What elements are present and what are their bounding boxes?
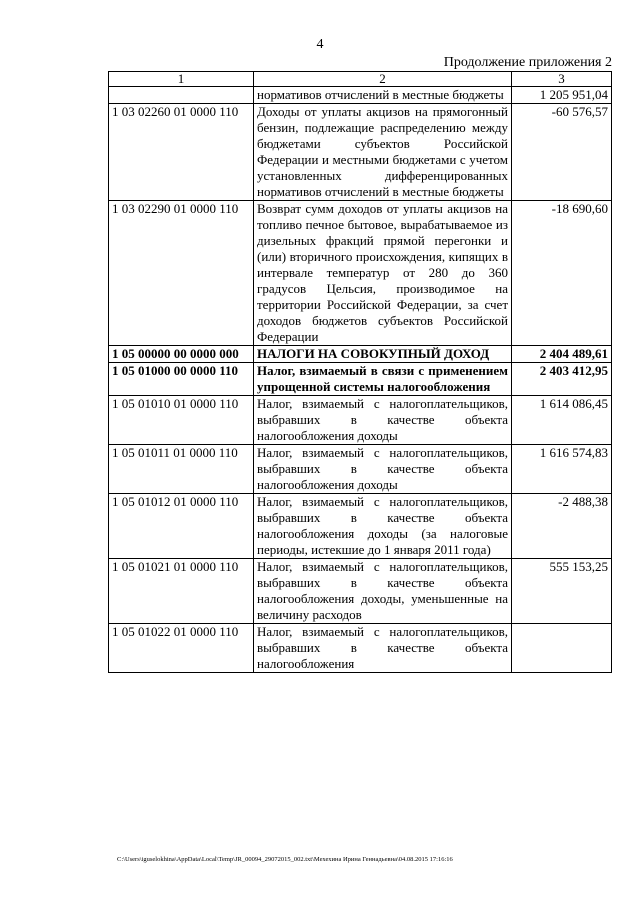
budget-revenue-table — [108, 71, 612, 673]
row-amount: 2 404 489,61 — [512, 346, 612, 363]
row-description: нормативов отчислений в местные бюджеты — [254, 87, 512, 104]
row-description: Налог, взимаемый с налогоплательщиков, выбравших в качестве объекта налогообложения доходы — [254, 396, 512, 445]
table-header-row — [109, 72, 612, 87]
table-row-section-total — [109, 346, 612, 363]
row-amount: -18 690,60 — [512, 201, 612, 346]
row-code: 1 05 00000 00 0000 000 — [109, 346, 254, 363]
row-amount: -2 488,38 — [512, 494, 612, 559]
row-description: Налог, взимаемый с налогоплательщиков, выбравших в качестве объекта налогообложения доходы — [254, 445, 512, 494]
row-code: 1 05 01000 00 0000 110 — [109, 363, 254, 396]
row-code: 1 05 01011 01 0000 110 — [109, 445, 254, 494]
column-header-code: 1 — [109, 72, 254, 87]
page-number: 4 — [316, 37, 324, 52]
row-amount: 2 403 412,95 — [512, 363, 612, 396]
file-path-footer: C:\Users\iguselokhina\AppData\Local\Temp\JR_00094_29072015_002.txt\Мехехина Ирина Геннадьевна\04.08.2015 17:16:16 — [117, 856, 453, 863]
table-row — [109, 445, 612, 494]
table-row — [109, 624, 612, 673]
row-description: НАЛОГИ НА СОВОКУПНЫЙ ДОХОД — [254, 346, 512, 363]
row-description: Доходы от уплаты акцизов на прямогонный бензин, подлежащие распределению между бюджетами субъектов Российской Федерации и местными бюджетами с учетом установленных дифференцированных нормативов отчислений в местные бюджеты — [254, 104, 512, 201]
column-header-description: 2 — [254, 72, 512, 87]
row-description: Налог, взимаемый в связи с применением упрощенной системы налогообложения — [254, 363, 512, 396]
row-code — [109, 87, 254, 104]
appendix-continuation-title: Продолжение приложения 2 — [443, 55, 612, 70]
row-description: Возврат сумм доходов от уплаты акцизов на топливо печное бытовое, вырабатываемое из дизельных фракций прямой перегонки и (или) вторичного происхождения, кипящих в интервале температур от 280 до 360 градусов Цельсия, производимое на территории Российской Федерации, за счет доходов бюджетов субъектов Российской Федерации — [254, 201, 512, 346]
row-code: 1 03 02290 01 0000 110 — [109, 201, 254, 346]
row-description: Налог, взимаемый с налогоплательщиков, выбравших в качестве объекта налогообложения доходы (за налоговые периоды, истекшие до 1 января 2011 года) — [254, 494, 512, 559]
row-description: Налог, взимаемый с налогоплательщиков, выбравших в качестве объекта налогообложения доходы, уменьшенные на величину расходов — [254, 559, 512, 624]
table-row — [109, 87, 612, 104]
row-amount — [512, 624, 612, 673]
row-amount: 1 205 951,04 — [512, 87, 612, 104]
row-code: 1 05 01021 01 0000 110 — [109, 559, 254, 624]
row-code: 1 05 01022 01 0000 110 — [109, 624, 254, 673]
table-row — [109, 494, 612, 559]
row-amount: 1 614 086,45 — [512, 396, 612, 445]
row-amount: 1 616 574,83 — [512, 445, 612, 494]
row-amount: -60 576,57 — [512, 104, 612, 201]
table-row — [109, 201, 612, 346]
table-row — [109, 104, 612, 201]
row-description: Налог, взимаемый с налогоплательщиков, выбравших в качестве объекта налогообложения — [254, 624, 512, 673]
row-code: 1 05 01012 01 0000 110 — [109, 494, 254, 559]
table-row-subsection-total — [109, 363, 612, 396]
row-code: 1 05 01010 01 0000 110 — [109, 396, 254, 445]
table-row — [109, 559, 612, 624]
table-row — [109, 396, 612, 445]
row-amount: 555 153,25 — [512, 559, 612, 624]
row-code: 1 03 02260 01 0000 110 — [109, 104, 254, 201]
column-header-amount: 3 — [512, 72, 612, 87]
